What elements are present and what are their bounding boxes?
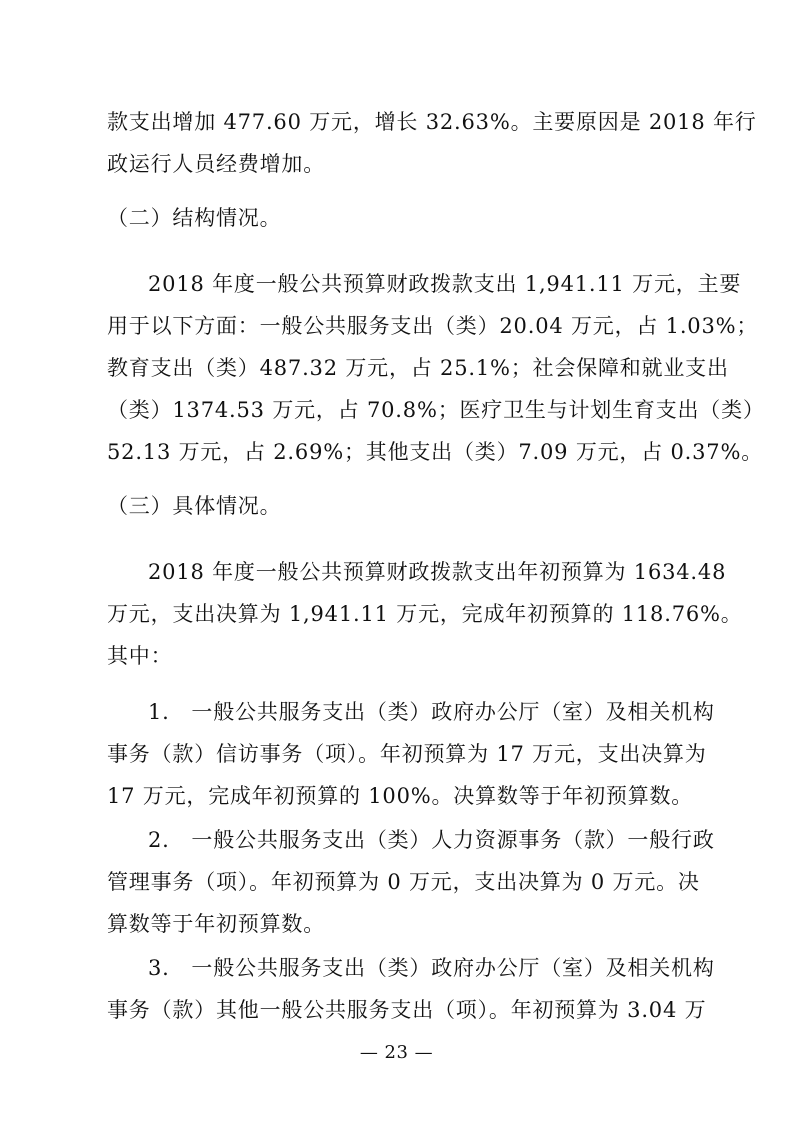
section-heading-details: （三）具体情况。	[107, 494, 282, 518]
list-item-2-line-1: 2. 一般公共服务支出（类）人力资源事务（款）一般行政	[148, 828, 715, 852]
list-item-2-line-2: 管理事务（项）。年初预算为 0 万元，支出决算为 0 万元。决	[107, 870, 700, 894]
page-number: — 23 —	[359, 1042, 434, 1063]
text-line-1: 款支出增加 477.60 万元，增长 32.63%。主要原因是 2018 年行	[107, 110, 757, 134]
list-item-1-line-1: 1. 一般公共服务支出（类）政府办公厅（室）及相关机构	[148, 700, 715, 724]
list-item-2-line-3: 算数等于年初预算数。	[107, 912, 325, 936]
section-heading-structure: （二）结构情况。	[107, 206, 282, 230]
text-line-7: （类）1374.53 万元，占 70.8%；医疗卫生与计划生育支出（类）	[107, 398, 765, 422]
text-line-2: 政运行人员经费增加。	[107, 152, 325, 176]
text-line-10: 2018 年度一般公共预算财政拨款支出年初预算为 1634.48	[148, 560, 727, 584]
text-line-6: 教育支出（类）487.32 万元，占 25.1%；社会保障和就业支出	[107, 356, 729, 380]
text-line-11: 万元，支出决算为 1,941.11 万元，完成年初预算的 118.76%。	[107, 602, 743, 626]
text-line-12: 其中：	[107, 644, 173, 668]
text-line-5: 用于以下方面：一般公共服务支出（类）20.04 万元，占 1.03%；	[107, 314, 759, 338]
list-item-3-line-2: 事务（款）其他一般公共服务支出（项）。年初预算为 3.04 万	[107, 998, 707, 1022]
text-line-4: 2018 年度一般公共预算财政拨款支出 1,941.11 万元，主要	[148, 272, 742, 296]
list-item-3-line-1: 3. 一般公共服务支出（类）政府办公厅（室）及相关机构	[148, 956, 715, 980]
list-item-1-line-3: 17 万元，完成年初预算的 100%。决算数等于年初预算数。	[107, 784, 694, 808]
text-line-8: 52.13 万元，占 2.69%；其他支出（类）7.09 万元，占 0.37%。	[107, 440, 763, 464]
list-item-1-line-2: 事务（款）信访事务（项）。年初预算为 17 万元，支出决算为	[107, 742, 707, 766]
